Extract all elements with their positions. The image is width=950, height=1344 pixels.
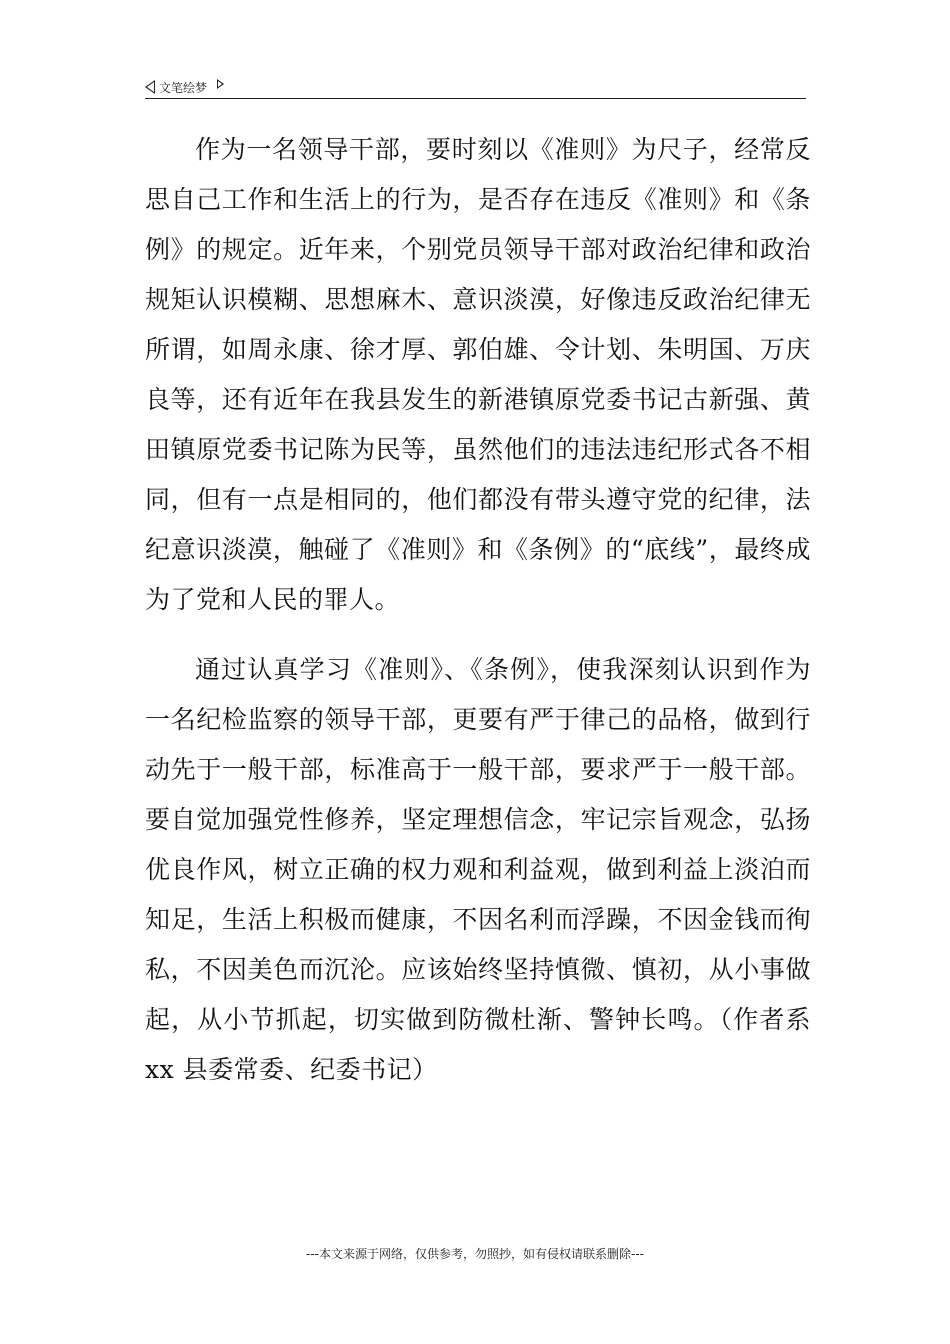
paragraph-1: 作为一名领导干部，要时刻以《准则》为尺子，经常反思自己工作和生活上的行为，是否存在违反《准则》和《条例》的规定。近年来，个别党员领导干部对政治纪律和政治规矩认识模糊、思想麻木、意识淡漠，好像违反政治纪律无所谓，如周永康、徐才厚、郭伯雄、令计划、朱明国、万庆良等，还有近年在我县发生的新港镇原党委书记古新强、黄田镇原党委书记陈为民等，虽然他们的违法违纪形式各不相同，但有一点是相同的，他们都没有带头遵守党的纪律，法纪意识淡漠，触碰了《准则》和《条例》的“底线”，最终成为了党和人民的罪人。 (145, 135, 811, 614)
page-footer: ---本文来源于网络，仅供参考，勿照抄，如有侵权请联系删除--- (306, 1247, 644, 1261)
page-header (145, 76, 806, 99)
paragraph-2: 通过认真学习《准则》、《条例》，使我深刻认识到作为一名纪检监察的领导干部，更要有严于律己的品格，做到行动先于一般干部，标准高于一般干部，要求严于一般干部。要自觉加强党性修养，坚定理想信念，牢记宗旨观念，弘扬优良作风，树立正确的权力观和利益观，做到利益上淡泊而知足，生活上积极而健康，不因名利而浮躁，不因金钱而徇私，不因美色而沉沦。应该始终坚持慎微、慎初，从小事做起，从小节抓起，切实做到防微杜渐、警钟长鸣。（作者系 xx 县委常委、纪委书记） (145, 655, 811, 1084)
document-body (145, 125, 811, 1095)
triangle-right-icon (217, 79, 224, 89)
triangle-left-icon (145, 80, 155, 94)
header-title: 文笔绘梦 (159, 80, 208, 95)
